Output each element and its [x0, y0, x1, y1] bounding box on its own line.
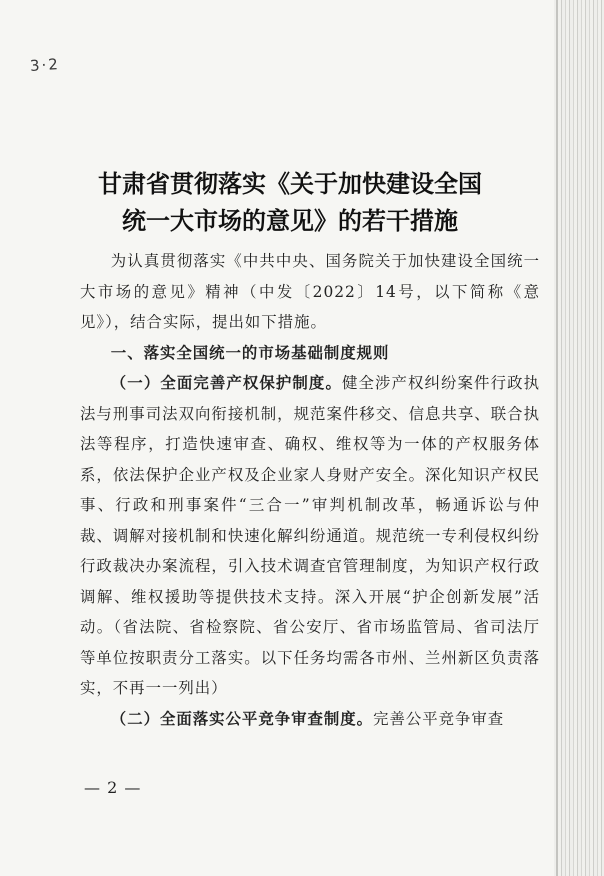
- binding-strip: [554, 0, 604, 876]
- binding-edge: [556, 0, 558, 876]
- document-body: [80, 246, 540, 734]
- item-2-lead: （二）全面落实公平竞争审查制度。: [110, 709, 374, 728]
- item-1-text: 健全涉产权纠纷案件行政执法与刑事司法双向衔接机制，规范案件移交、信息共享、联合执法等程序，打造快速审查、确权、维权等为一体的产权服务体系，依法保护企业产权及企业家人身财产安全。深化知识产权民事、行政和刑事案件“三合一”审判机制改革，畅通诉讼与仲裁、调解对接机制和快速化解纠纷通道。规范统一专利侵权纠纷行政裁决办案流程，引入技术调查官管理制度，为知识产权行政调解、维权援助等提供技术支持。深入开展“护企创新发展”活动。（省法院、省检察院、省公安厅、省市场监管局、省司法厅等单位按职责分工落实。以下任务均需各市州、兰州新区负责落实，不再一一列出）: [80, 374, 540, 697]
- item-1-paragraph: [80, 368, 540, 704]
- intro-paragraph: 为认真贯彻落实《中共中央、国务院关于加快建设全国统一大市场的意见》精神（中发〔2022〕14号，以下简称《意见》），结合实际，提出如下措施。: [80, 252, 540, 331]
- item-2-paragraph: [80, 704, 540, 735]
- document-title-line-2: 统一大市场的意见》的若干措施: [122, 207, 458, 235]
- item-1-lead: （一）全面完善产权保护制度。: [110, 374, 342, 392]
- item-2-text: 完善公平竞争审查: [373, 709, 505, 728]
- handwritten-margin-note: 3·2: [29, 54, 61, 76]
- document-title-line-1: 甘肃省贯彻落实《关于加快建设全国: [98, 170, 482, 198]
- section-heading-1: 一、落实全国统一的市场基础制度规则: [110, 343, 390, 362]
- page-number: — 2 —: [84, 778, 142, 797]
